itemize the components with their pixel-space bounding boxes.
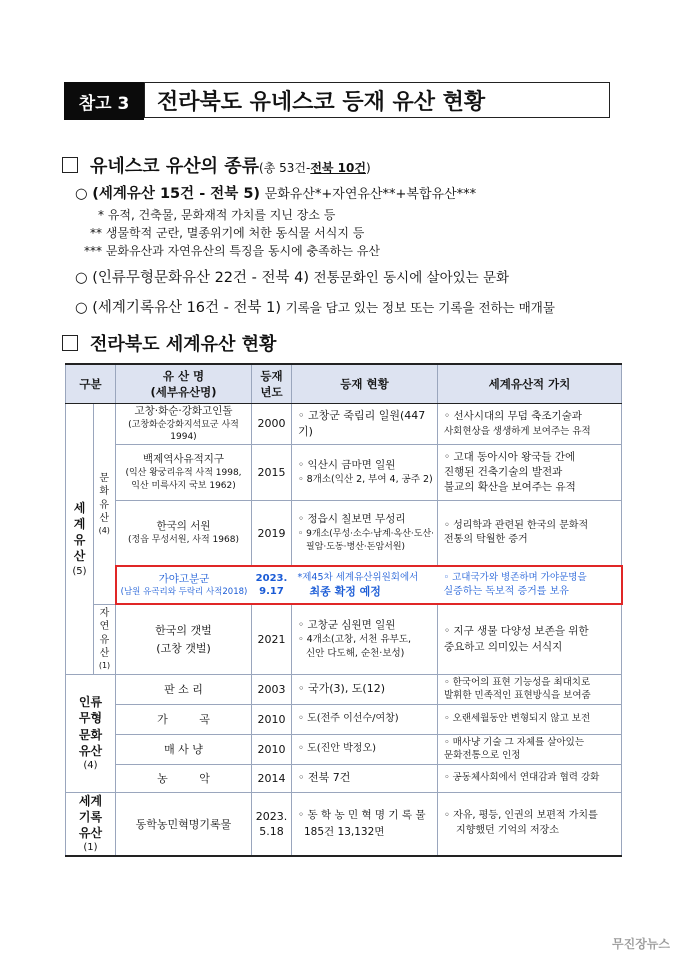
world-heritage-line: ○ (세계유산 15건 - 전북 5) 문화유산*+자연유산**+복합유산*** — [75, 186, 477, 202]
header-category: 구분 — [66, 364, 116, 404]
heritage-year: 2014 — [252, 764, 292, 792]
heritage-name: 한국의 서원 (정읍 무성서원, 사적 1968) — [116, 500, 252, 566]
table-row — [66, 404, 622, 445]
group-record-heritage: 세계 기록 유산 (1) — [66, 792, 116, 856]
heritage-name: 가 곡 — [116, 704, 252, 734]
heritage-status: ◦ 익산시 금마면 일원 ◦ 8개소(익산 2, 부여 4, 공주 2) — [292, 444, 438, 500]
group-intangible-heritage: 인류 무형 문화 유산 (4) — [66, 674, 116, 792]
heritage-status: ◦ 고창군 죽림리 일원(447기) — [292, 404, 438, 445]
heritage-status: ◦ 고창군 심원면 일원 ◦ 4개소(고창, 서천 유부도, 신안 다도해, 순천·보성) — [292, 604, 438, 674]
note-1: * 유적, 건축물, 문화재적 가치를 지닌 장소 등 — [98, 208, 336, 222]
reference-badge: 참고 3 — [64, 82, 144, 120]
header-year: 등재 년도 — [252, 364, 292, 404]
note-2: ** 생물학적 군란, 멸종위기에 처한 동식물 서식지 등 — [90, 226, 365, 240]
heritage-year: 2023. 5.18 — [252, 792, 292, 856]
heritage-status: ◦ 전북 7건 — [292, 764, 438, 792]
heritage-name: 한국의 갯벌 (고창 갯벌) — [116, 604, 252, 674]
heritage-year: 2021 — [252, 604, 292, 674]
heritage-year: 2023. 9.17 — [252, 566, 292, 604]
heritage-year: 2019 — [252, 500, 292, 566]
table-row-highlighted — [66, 566, 622, 604]
heritage-value: ◦ 선사시대의 무덤 축조기술과 사회현상을 생생하게 보여주는 유적 — [438, 404, 622, 445]
table-row — [66, 764, 622, 792]
header-value: 세계유산적 가치 — [438, 364, 622, 404]
table-row — [66, 444, 622, 500]
heritage-value: ◦ 성리학과 관련된 한국의 문화적 전통의 탁월한 증거 — [438, 500, 622, 566]
heritage-year: 2010 — [252, 704, 292, 734]
heritage-value: ◦ 고대 동아시아 왕국들 간에 진행된 건축기술의 발전과 불교의 확산을 보여주는 유적 — [438, 444, 622, 500]
heritage-value: ◦ 매사냥 기술 그 자체를 살아있는 문화전통으로 인정 — [438, 734, 622, 764]
intangible-heritage-line: ○ (인류무형문화유산 22건 - 전북 4) 전통문화인 동시에 살아있는 문화 — [75, 270, 510, 286]
group-world-heritage: 세 계 유 산 (5) — [66, 404, 94, 675]
heritage-name: 농 악 — [116, 764, 252, 792]
heritage-name: 백제역사유적지구 (익산 왕궁리유적 사적 1998, 익산 미륵사지 국보 1962) — [116, 444, 252, 500]
heritage-value: ◦ 고대국가와 병존하며 가야문명을 실증하는 독보적 증거를 보유 — [438, 566, 622, 604]
heritage-value: ◦ 자유, 평등, 인권의 보편적 가치를 지향했던 기억의 저장소 — [438, 792, 622, 856]
table-header-row — [66, 364, 622, 404]
page-title: 전라북도 유네스코 등재 유산 현황 — [144, 82, 610, 118]
heritage-year: 2003 — [252, 674, 292, 704]
heritage-year: 2000 — [252, 404, 292, 445]
heritage-value: ◦ 오랜세월동안 변형되지 않고 보전 — [438, 704, 622, 734]
group-cultural-heritage: 문 화 유 산 (4) — [94, 404, 116, 605]
heritage-name: 고창·화순·강화고인돌 (고창화순강화지석묘군 사적 1994) — [116, 404, 252, 445]
heritage-status: ◦ 도(전주 이선수/여창) — [292, 704, 438, 734]
watermark-logo: 무진장뉴스 — [612, 937, 670, 951]
heritage-value: ◦ 공동체사회에서 연대감과 협력 강화 — [438, 764, 622, 792]
heritage-name: 동학농민혁명기록물 — [116, 792, 252, 856]
header-status: 등재 현황 — [292, 364, 438, 404]
table-row — [66, 674, 622, 704]
heritage-status: *제45차 세계유산위원회에서 최종 확정 예정 — [292, 566, 438, 604]
heritage-name: 판 소 리 — [116, 674, 252, 704]
table-row — [66, 792, 622, 856]
table-row — [66, 704, 622, 734]
heritage-name: 매 사 냥 — [116, 734, 252, 764]
note-3: *** 문화유산과 자연유산의 특징을 동시에 충족하는 유산 — [84, 244, 380, 258]
table-row — [66, 734, 622, 764]
heritage-value: ◦ 지구 생물 다양성 보존을 위한 중요하고 의미있는 서식지 — [438, 604, 622, 674]
heritage-year: 2010 — [252, 734, 292, 764]
section-title-types: 유네스코 유산의 종류(총 53건-전북 10건) — [62, 152, 371, 178]
record-heritage-line: ○ (세계기록유산 16건 - 전북 1) 기록을 담고 있는 정보 또는 기록을 전하는 매개물 — [75, 300, 555, 316]
heritage-name: 가야고분군 (남원 유곡리와 두락리 사적2018) — [116, 566, 252, 604]
heritage-year: 2015 — [252, 444, 292, 500]
checkbox-square-icon — [62, 335, 78, 351]
heritage-status: ◦ 정읍시 칠보면 무성리 ◦ 9개소(무성·소수·남계·옥산·도산· 필암·도동·병산·돈암서원) — [292, 500, 438, 566]
heritage-status: ◦ 도(진안 박정오) — [292, 734, 438, 764]
checkbox-square-icon — [62, 157, 78, 173]
header-name: 유 산 명 (세부유산명) — [116, 364, 252, 404]
heritage-status: ◦ 동 학 농 민 혁 명 기 록 물 185건 13,132면 — [292, 792, 438, 856]
table-row — [66, 500, 622, 566]
table-row — [66, 604, 622, 674]
group-natural-heritage: 자 연 유 산 (1) — [94, 604, 116, 674]
heritage-table — [65, 363, 623, 857]
section-title-status: 전라북도 세계유산 현황 — [62, 330, 276, 356]
heritage-status: ◦ 국가(3), 도(12) — [292, 674, 438, 704]
heritage-value: ◦ 한국어의 표현 기능성을 최대치로 발휘한 민족적인 표현방식을 보여줌 — [438, 674, 622, 704]
